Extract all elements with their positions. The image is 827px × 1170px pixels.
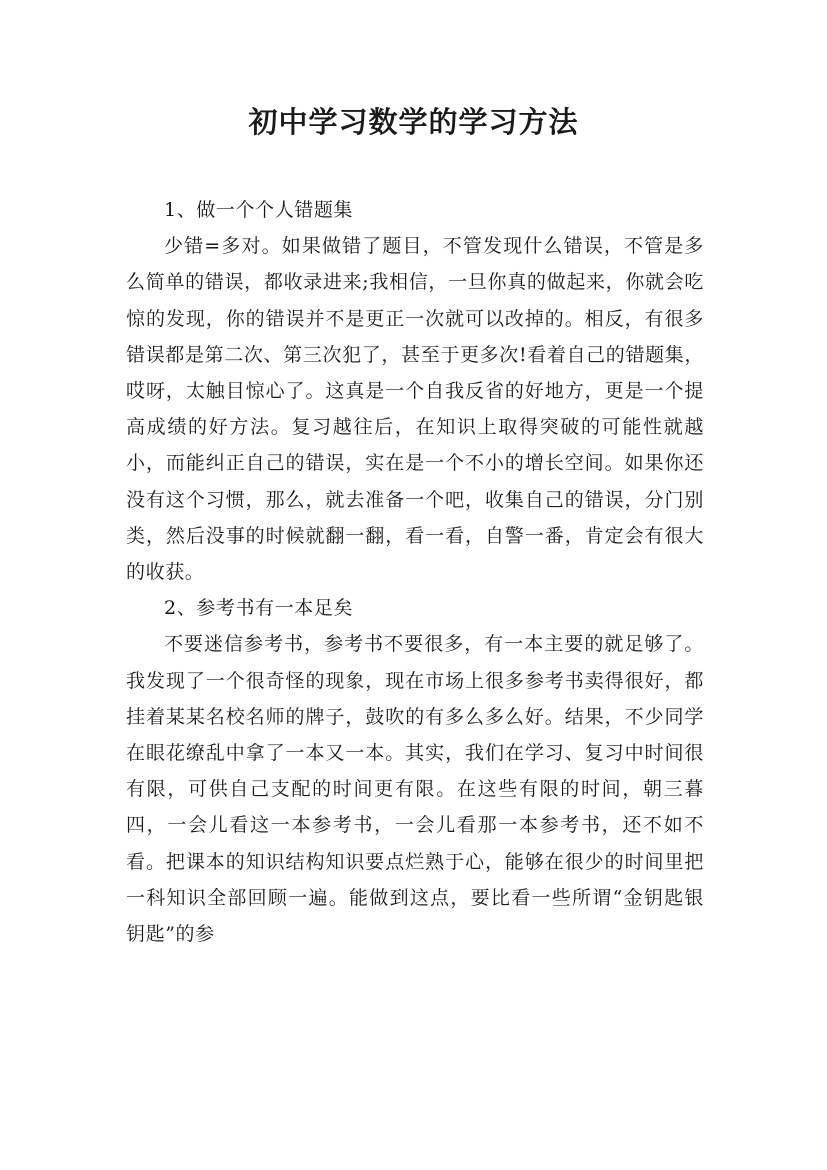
section-paragraph-1: 少错=多对。如果做错了题目，不管发现什么错误，不管是多么简单的错误，都收录进来;我相信，一旦你真的做起来，你就会吃惊的发现，你的错误并不是更正一次就可以改掉的。相反，有很多错误都是第二次、第三次犯了，甚至于更多次!看着自己的错题集，哎呀，太触目惊心了。这真是一个自我反省的好地方，更是一个提高成绩的好方法。复习越往后，在知识上取得突破的可能性就越小，而能纠正自己的错误，实在是一个不小的增长空间。如果你还没有这个习惯，那么，就去准备一个吧，收集自己的错误，分门别类，然后没事的时候就翻一翻，看一看，自警一番，肯定会有很大的收获。	[126, 235, 704, 584]
page-title: 初中学习数学的学习方法	[248, 105, 579, 139]
section-heading-1: 1、做一个个人错题集	[164, 199, 354, 221]
document-body	[126, 192, 704, 952]
section-paragraph-2: 不要迷信参考书，参考书不要很多，有一本主要的就足够了。我发现了一个很奇怪的现象，现在市场上很多参考书卖得很好，都挂着某某名校名师的牌子，鼓吹的有多么多么好。结果，不少同学在眼花缭乱中拿了一本又一本。其实，我们在学习、复习中时间很有限，可供自己支配的时间更有限。在这些有限的时间，朝三暮四，一会儿看这一本参考书，一会儿看那一本参考书，还不如不看。把课本的知识结构知识要点烂熟于心，能够在很少的时间里把一科知识全部回顾一遍。能做到这点，要比看一些所谓“金钥匙银钥匙”的参	[126, 633, 704, 946]
section-heading-2: 2、参考书有一本足矣	[164, 597, 354, 620]
